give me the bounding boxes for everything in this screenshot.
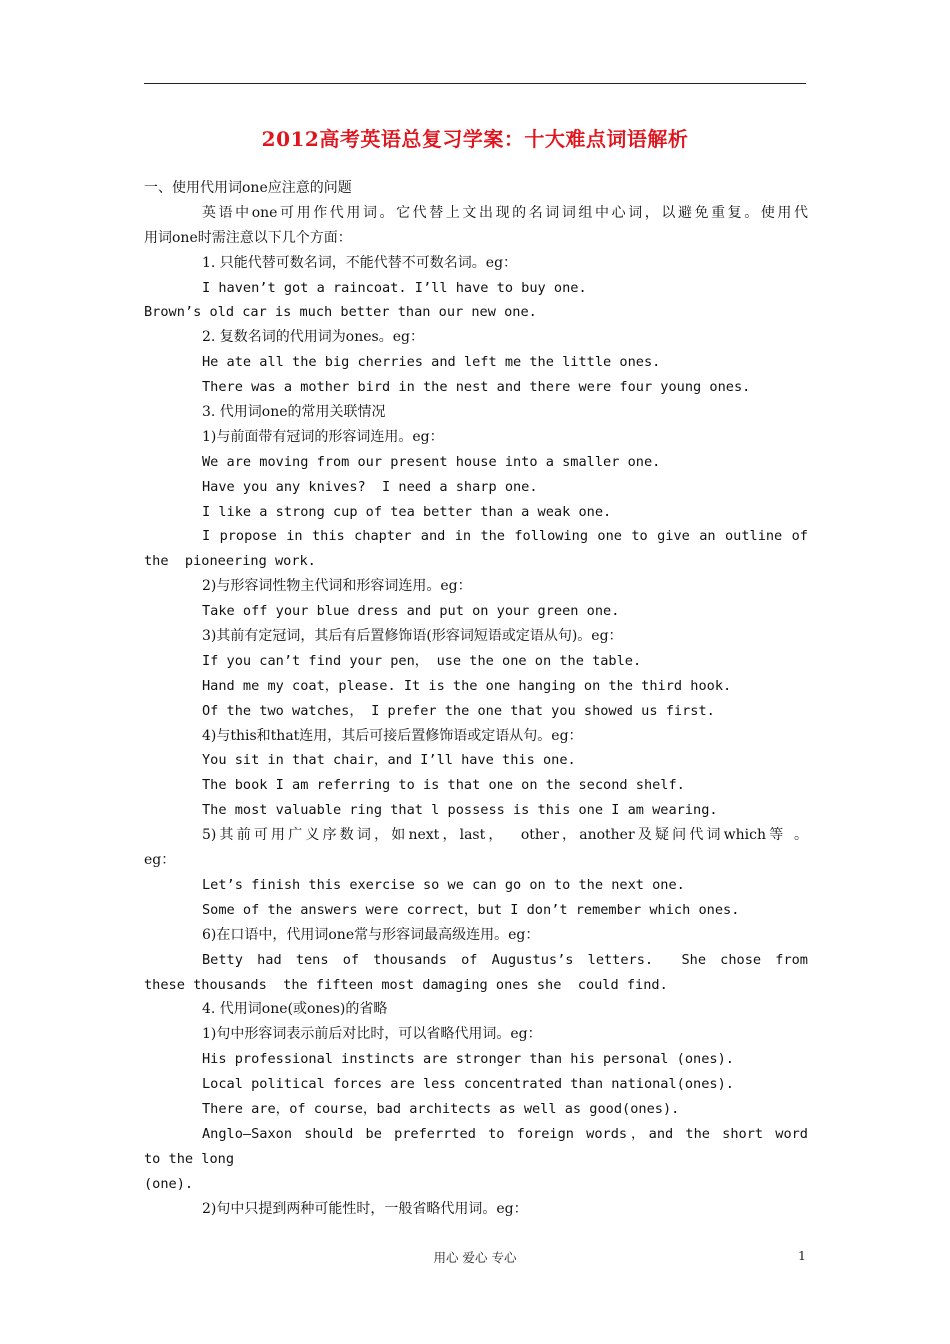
text-line: eg： [144,852,176,869]
example-sentence: His professional instincts are stronger than his personal (ones). [202,1051,734,1068]
example-sentence: Brown’s old car is much better than our new one. [144,304,537,321]
example-sentence: Local political forces are less concentrated than national(ones). [202,1076,734,1093]
example-sentence: I propose in this chapter and in the following one to give an outline of [202,528,808,545]
example-sentence: Betty had tens of thousands of Augustus’s letters. She chose from [202,951,808,968]
example-sentence: Anglo—Saxon should be preferrted to foreign words，and the short word [202,1125,808,1142]
example-sentence: Let’s finish this exercise so we can go on to the next one. [202,876,685,893]
example-sentence: The book I am referring to is that one on the second shelf. [202,777,685,794]
text-line: 2. 复数名词的代用词为ones。eg： [202,329,424,346]
example-sentence: Some of the answers were correct，but I don’t remember which ones. [202,901,740,918]
text-line: 1. 只能代替可数名词，不能代替不可数名词。eg： [202,254,518,271]
example-sentence: these thousands the fifteen most damaging ones she could find. [144,976,668,993]
example-sentence: I like a strong cup of tea better than a weak one. [202,503,612,520]
example-sentence: If you can’t find your pen， use the one on the table. [202,652,642,669]
text-line: 4)与this和that连用，其后可接后置修饰语或定语从句。eg： [202,727,583,744]
example-sentence: The most valuable ring that l possess is this one I am wearing. [202,802,718,819]
example-sentence: There was a mother bird in the nest and there were four young ones. [202,379,751,396]
footer-text: 用心 爱心 专心 [433,1250,517,1265]
example-sentence: (one). [144,1175,194,1192]
example-sentence: I haven’t got a raincoat. I’ll have to buy one. [202,279,587,296]
text-line: 2)与形容词性物主代词和形容词连用。eg： [202,578,472,595]
text-line: 6)在口语中，代用词one常与形容词最高级连用。eg： [202,926,540,943]
example-sentence: the pioneering work. [144,553,316,570]
text-line: 5)其前可用广义序数词，如next，last， other，another及疑问代词which等 。 [202,827,808,844]
text-line: 1)句中形容词表示前后对比时，可以省略代用词。eg： [202,1026,542,1043]
text-line: 用词one时需注意以下几个方面： [144,229,352,246]
document-body [144,176,808,1221]
example-sentence: Hand me my coat，please. It is the one hanging on the third hook. [202,677,732,694]
text-line: 英语中one可用作代用词。它代替上文出现的名词词组中心词，以避免重复。使用代 [202,204,808,221]
example-sentence: He ate all the big cherries and left me the little ones. [202,354,661,371]
text-line: 1)与前面带有冠词的形容词连用。eg： [202,428,444,445]
text-line: 2)句中只提到两种可能性时，一般省略代用词。eg： [202,1200,528,1217]
text-line: 3)其前有定冠词，其后有后置修饰语(形容词短语或定语从句)。eg： [202,628,623,645]
page-number: 1 [798,1248,806,1263]
text-line: 4. 代用词one(或ones)的省略 [202,1001,388,1018]
example-sentence: Of the two watches， I prefer the one that you showed us first. [202,702,715,719]
text-line: 一、使用代用词one应注意的问题 [144,180,352,196]
example-sentence: There are，of course，bad architects as well as good(ones). [202,1100,680,1117]
document-title: 2012高考英语总复习学案：十大难点词语解析 [261,127,689,151]
text-line: 3. 代用词one的常用关联情况 [202,404,386,421]
example-sentence: You sit in that chair，and I’ll have this one. [202,752,576,769]
header-rule [144,83,806,84]
example-sentence: We are moving from our present house into a smaller one. [202,453,661,470]
example-sentence: Have you any knives? I need a sharp one. [202,478,538,495]
example-sentence: Take off your blue dress and put on your green one. [202,603,620,620]
example-sentence: to the long [144,1150,235,1167]
